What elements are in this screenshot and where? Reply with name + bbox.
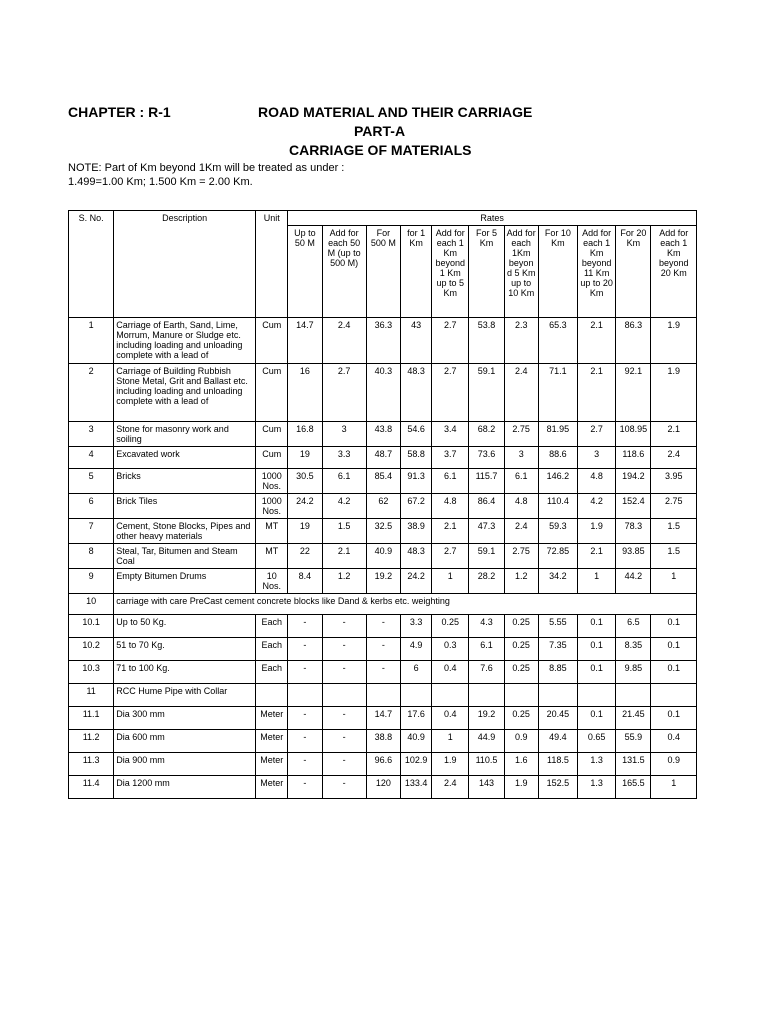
rate-cell [400,684,431,707]
rate-cell: 14.7 [288,318,322,364]
rate-cell: 1.2 [322,569,366,594]
rate-col-header: Add for each 1 Km beyond 1 Km up to 5 Km [432,226,469,318]
rate-cell: 2.75 [504,544,538,569]
rate-cell: 8.35 [616,638,651,661]
rate-cell: 118.6 [616,447,651,469]
rate-cell: 0.1 [578,707,616,730]
rate-cell: 55.9 [616,730,651,753]
rate-col-header: Up to 50 M [288,226,322,318]
rate-cell: 143 [469,776,504,799]
rate-cell [432,684,469,707]
rate-cell: 0.1 [578,661,616,684]
rate-cell: 32.5 [366,519,400,544]
rate-cell: 0.25 [504,707,538,730]
unit-cell: Meter [256,776,288,799]
rate-cell: 49.4 [538,730,577,753]
rate-cell: 1.9 [651,364,697,422]
unit-cell: 10 Nos. [256,569,288,594]
rate-cell: 8.4 [288,569,322,594]
rate-cell: 1 [651,776,697,799]
rate-cell: 40.9 [366,544,400,569]
rate-cell: 44.9 [469,730,504,753]
rate-cell: - [366,615,400,638]
rate-cell: - [322,615,366,638]
rate-cell: 120 [366,776,400,799]
rate-cell: 1.3 [578,776,616,799]
table-row [69,615,697,638]
rate-cell: 4.8 [578,469,616,494]
rate-cell: 59.1 [469,364,504,422]
table-row [69,776,697,799]
rate-cell: 44.2 [616,569,651,594]
sno-cell: 11.3 [69,753,114,776]
sno-cell: 8 [69,544,114,569]
table-row [69,422,697,447]
table-row [69,638,697,661]
table-row [69,364,697,422]
section-title: CARRIAGE OF MATERIALS [289,142,472,158]
unit-cell: MT [256,544,288,569]
rate-cell: 40.9 [400,730,431,753]
unit-cell: MT [256,519,288,544]
rate-cell: - [288,776,322,799]
rate-cell: - [366,638,400,661]
rate-cell: 14.7 [366,707,400,730]
rate-cell: 36.3 [366,318,400,364]
rate-cell: 54.6 [400,422,431,447]
rate-cell: 93.85 [616,544,651,569]
rate-cell [616,684,651,707]
rate-cell: 0.25 [504,615,538,638]
rate-cell: 4.9 [400,638,431,661]
rate-cell: - [322,730,366,753]
rate-cell: 152.5 [538,776,577,799]
rate-cell: 3.95 [651,469,697,494]
rate-cell: 8.85 [538,661,577,684]
rate-cell: - [288,730,322,753]
rate-col-header: For 5 Km [469,226,504,318]
rate-cell: 152.4 [616,494,651,519]
rate-cell: 1 [432,730,469,753]
rate-cell: - [322,661,366,684]
rate-col-header: For 20 Km [616,226,651,318]
rate-cell: 5.55 [538,615,577,638]
rate-col-header: For 500 M [366,226,400,318]
rate-cell: 2.7 [578,422,616,447]
table-row [69,447,697,469]
rate-cell: 133.4 [400,776,431,799]
rate-cell: 2.4 [504,519,538,544]
rate-cell: 2.1 [322,544,366,569]
rate-cell: 78.3 [616,519,651,544]
rate-cell: 1.9 [432,753,469,776]
rate-cell: 1.5 [651,544,697,569]
rate-cell: 88.6 [538,447,577,469]
rate-cell: 0.1 [578,638,616,661]
page-title: ROAD MATERIAL AND THEIR CARRIAGE [258,104,533,120]
rate-cell: - [288,638,322,661]
unit-cell: 1000 Nos. [256,469,288,494]
description-cell: Brick Tiles [114,494,256,519]
rate-cell: 2.1 [432,519,469,544]
rate-cell: 92.1 [616,364,651,422]
description-cell: RCC Hume Pipe with Collar [114,684,256,707]
rate-cell: 0.4 [651,730,697,753]
rate-cell: - [288,707,322,730]
rate-cell: 0.1 [651,638,697,661]
rate-cell: 110.5 [469,753,504,776]
rate-cell: 53.8 [469,318,504,364]
sno-header: S. No. [69,211,114,318]
rate-cell: 59.3 [538,519,577,544]
sno-cell: 2 [69,364,114,422]
rate-cell: - [322,638,366,661]
description-cell: Dia 1200 mm [114,776,256,799]
description-cell: Carriage of Earth, Sand, Lime, Morrum, Manure or Sludge etc. including loading and unloading complete with a lead of [114,318,256,364]
rate-cell: 1 [432,569,469,594]
table-row [69,684,697,707]
rate-cell: 2.1 [578,544,616,569]
rate-cell: 38.8 [366,730,400,753]
rate-cell: 17.6 [400,707,431,730]
rate-cell: 3 [578,447,616,469]
rate-cell: 91.3 [400,469,431,494]
rate-cell: 1.3 [578,753,616,776]
rate-cell: - [288,661,322,684]
rate-cell: 110.4 [538,494,577,519]
rate-cell: 3 [504,447,538,469]
rate-cell: 2.7 [432,544,469,569]
rate-cell: 2.7 [432,318,469,364]
rate-cell: 96.6 [366,753,400,776]
unit-cell: Meter [256,730,288,753]
rate-cell: 4.2 [578,494,616,519]
rate-cell: 1.2 [504,569,538,594]
rate-cell: 2.7 [432,364,469,422]
rate-cell: 0.1 [578,615,616,638]
rate-cell: 1.9 [504,776,538,799]
description-cell: Carriage of Building Rubbish Stone Metal, Grit and Ballast etc. including loading and unloading complete with a lead of [114,364,256,422]
table-row [69,569,697,594]
rate-cell: 59.1 [469,544,504,569]
table-header-row [69,211,697,226]
rate-cell: 2.75 [504,422,538,447]
rate-cell: 3.4 [432,422,469,447]
rate-cell: 81.95 [538,422,577,447]
rates-header: Rates [288,211,697,226]
unit-header: Unit [256,211,288,318]
rate-cell: 1 [578,569,616,594]
table-row [69,318,697,364]
rate-cell [288,684,322,707]
rate-cell: 71.1 [538,364,577,422]
rate-cell: 0.9 [651,753,697,776]
unit-cell: Cum [256,318,288,364]
table-row [69,469,697,494]
table-row [69,661,697,684]
rate-cell: 48.3 [400,544,431,569]
rate-cell: 62 [366,494,400,519]
description-cell: 71 to 100 Kg. [114,661,256,684]
table-row [69,730,697,753]
rate-cell: 0.4 [432,661,469,684]
rate-cell: 34.2 [538,569,577,594]
rate-cell: 24.2 [400,569,431,594]
description-header: Description [114,211,256,318]
unit-cell: Each [256,638,288,661]
rate-cell: 28.2 [469,569,504,594]
rate-cell: 19 [288,447,322,469]
table-row [69,544,697,569]
rate-cell: 6.5 [616,615,651,638]
rate-cell: 0.4 [432,707,469,730]
rate-cell: 85.4 [366,469,400,494]
rate-cell: 3.3 [322,447,366,469]
rate-cell: 115.7 [469,469,504,494]
rate-cell: 20.45 [538,707,577,730]
rate-cell: 30.5 [288,469,322,494]
rate-cell: 0.25 [504,638,538,661]
rate-cell: 65.3 [538,318,577,364]
rate-cell: 72.85 [538,544,577,569]
rate-cell: 2.4 [504,364,538,422]
description-cell: Excavated work [114,447,256,469]
rate-col-header: Add for each 1Km beyon d 5 Km up to 10 Km [504,226,538,318]
rate-cell: 47.3 [469,519,504,544]
rate-cell [469,684,504,707]
rate-cell: 131.5 [616,753,651,776]
rate-cell: 43 [400,318,431,364]
description-cell: Dia 300 mm [114,707,256,730]
rate-cell: 108.95 [616,422,651,447]
rate-cell: 19.2 [469,707,504,730]
sno-cell: 11 [69,684,114,707]
rate-cell: 21.45 [616,707,651,730]
rate-cell: 86.4 [469,494,504,519]
rate-cell: 146.2 [538,469,577,494]
rate-col-header: Add for each 1 Km beyond 11 Km up to 20 Km [578,226,616,318]
description-cell: Cement, Stone Blocks, Pipes and other heavy materials [114,519,256,544]
sno-cell: 7 [69,519,114,544]
rate-cell: 3.7 [432,447,469,469]
rate-cell: 48.7 [366,447,400,469]
rate-cell: 7.6 [469,661,504,684]
rate-cell: 6.1 [504,469,538,494]
rate-cell [538,684,577,707]
rate-cell: 2.1 [578,318,616,364]
rate-cell: 1.6 [504,753,538,776]
rate-cell: 1.5 [322,519,366,544]
rate-cell: 19 [288,519,322,544]
unit-cell: Cum [256,422,288,447]
rate-col-header: for 1 Km [400,226,431,318]
rate-cell: 2.75 [651,494,697,519]
rate-cell: 1 [651,569,697,594]
sno-cell: 11.1 [69,707,114,730]
rate-cell: 2.4 [322,318,366,364]
rate-cell: 40.3 [366,364,400,422]
rate-cell: 6.1 [432,469,469,494]
description-cell: Up to 50 Kg. [114,615,256,638]
rate-cell: 2.3 [504,318,538,364]
rate-cell: 6 [400,661,431,684]
rate-cell: - [288,753,322,776]
rate-cell: 2.1 [578,364,616,422]
rate-cell: 2.1 [651,422,697,447]
sno-cell: 5 [69,469,114,494]
rate-cell: - [288,615,322,638]
sno-cell: 10.2 [69,638,114,661]
rate-cell: 22 [288,544,322,569]
unit-cell: Each [256,661,288,684]
rate-col-header: Add for each 1 Km beyond 20 Km [651,226,697,318]
rate-cell: - [366,661,400,684]
description-cell: carriage with care PreCast cement concrete blocks like Dand & kerbs etc. weighting [114,594,697,615]
rate-cell: 0.3 [432,638,469,661]
table-row [69,753,697,776]
rate-cell: 0.25 [432,615,469,638]
table-row [69,519,697,544]
description-cell: 51 to 70 Kg. [114,638,256,661]
rate-cell: - [322,776,366,799]
rate-cell: - [322,753,366,776]
description-cell: Bricks [114,469,256,494]
sno-cell: 3 [69,422,114,447]
rate-cell: 4.8 [432,494,469,519]
sno-cell: 11.2 [69,730,114,753]
rate-cell: 86.3 [616,318,651,364]
rate-cell: 3.3 [400,615,431,638]
unit-cell: Each [256,615,288,638]
rate-cell: 38.9 [400,519,431,544]
unit-cell: Cum [256,447,288,469]
rate-cell: 6.1 [469,638,504,661]
rate-cell: 0.25 [504,661,538,684]
unit-cell: 1000 Nos. [256,494,288,519]
sno-cell: 10.3 [69,661,114,684]
part-label: PART-A [354,123,406,139]
rate-cell [504,684,538,707]
chapter-label: CHAPTER : R-1 [68,104,171,120]
note-line-2: 1.499=1.00 Km; 1.500 Km = 2.00 Km. [68,176,253,188]
rate-cell: 2.7 [322,364,366,422]
sno-cell: 6 [69,494,114,519]
sno-cell: 4 [69,447,114,469]
unit-cell: Meter [256,707,288,730]
rate-cell: 43.8 [366,422,400,447]
description-cell: Stone for masonry work and soiling [114,422,256,447]
rate-cell: 68.2 [469,422,504,447]
rate-cell: 9.85 [616,661,651,684]
rate-cell [366,684,400,707]
sno-cell: 11.4 [69,776,114,799]
rate-cell: 19.2 [366,569,400,594]
rate-cell: 0.1 [651,707,697,730]
description-cell: Dia 600 mm [114,730,256,753]
rate-col-header: For 10 Km [538,226,577,318]
rate-cell: 24.2 [288,494,322,519]
rate-cell: 0.1 [651,661,697,684]
note-line-1: NOTE: Part of Km beyond 1Km will be treated as under : [68,162,345,174]
rate-cell: 118.5 [538,753,577,776]
sno-cell: 9 [69,569,114,594]
sno-cell: 10.1 [69,615,114,638]
description-cell: Dia 900 mm [114,753,256,776]
description-cell: Empty Bitumen Drums [114,569,256,594]
rate-cell [322,684,366,707]
rate-cell [578,684,616,707]
rate-cell: 48.3 [400,364,431,422]
rate-col-header: Add for each 50 M (up to 500 M) [322,226,366,318]
sno-cell: 10 [69,594,114,615]
description-cell: Steal, Tar, Bitumen and Steam Coal [114,544,256,569]
rate-cell [651,684,697,707]
sno-cell: 1 [69,318,114,364]
rate-cell: 194.2 [616,469,651,494]
rate-cell: 1.5 [651,519,697,544]
rate-cell: 165.5 [616,776,651,799]
rate-cell: 3 [322,422,366,447]
rate-cell: 7.35 [538,638,577,661]
rate-cell: 6.1 [322,469,366,494]
rate-cell: 73.6 [469,447,504,469]
unit-cell [256,684,288,707]
rate-cell: 4.2 [322,494,366,519]
table-row [69,707,697,730]
carriage-rates-table [68,210,697,799]
rate-cell: 4.8 [504,494,538,519]
rate-cell: 1.9 [578,519,616,544]
rate-cell: 58.8 [400,447,431,469]
rate-cell: 16.8 [288,422,322,447]
table-row [69,594,697,615]
rate-cell: 1.9 [651,318,697,364]
rate-cell: 0.9 [504,730,538,753]
rate-cell: 0.65 [578,730,616,753]
table-row [69,494,697,519]
rate-cell: 16 [288,364,322,422]
rate-cell: 2.4 [432,776,469,799]
rate-cell: 102.9 [400,753,431,776]
unit-cell: Meter [256,753,288,776]
rate-cell: 2.4 [651,447,697,469]
rate-cell: 0.1 [651,615,697,638]
rate-cell: - [322,707,366,730]
rate-cell: 4.3 [469,615,504,638]
unit-cell: Cum [256,364,288,422]
rate-cell: 67.2 [400,494,431,519]
